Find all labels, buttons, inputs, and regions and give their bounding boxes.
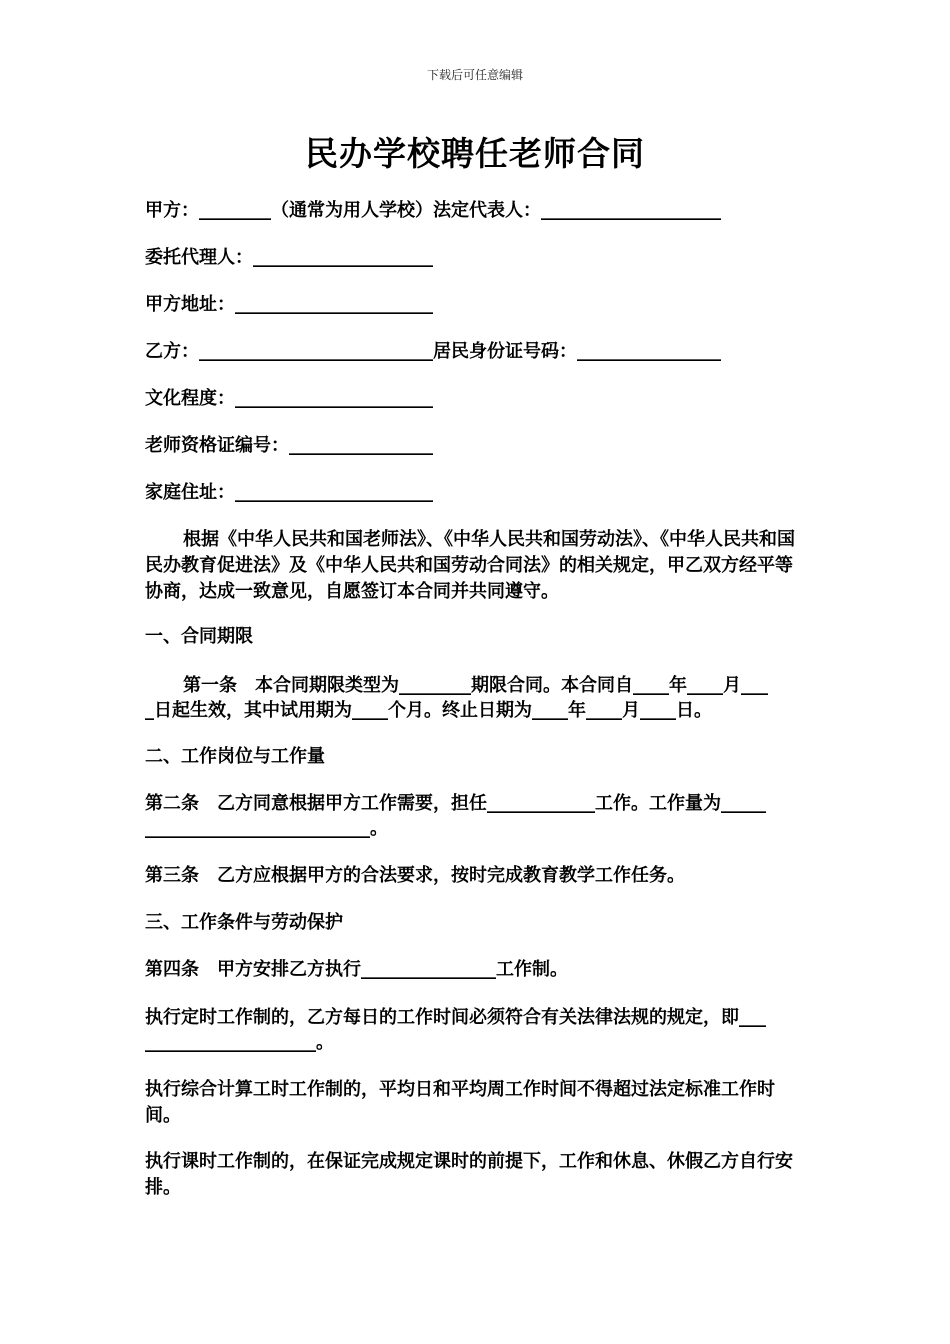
page-title: 民办学校聘任老师合同: [305, 134, 645, 173]
party-a-address-line: 甲方地址：______________________: [145, 294, 433, 315]
fixed-hours-line-2: ___________________。: [145, 1032, 334, 1053]
header-note: 下载后可任意编辑: [426, 68, 523, 82]
section-heading-position: 二、工作岗位与工作量: [145, 746, 325, 767]
article-1-line-1: 第一条 本合同期限类型为________期限合同。本合同自____年____月___: [183, 675, 768, 696]
article-2-line-2: _________________________。: [145, 818, 388, 839]
article-3: 第三条 乙方应根据甲方的合法要求，按时完成教育教学工作任务。: [145, 865, 685, 886]
teacher-cert-line: 老师资格证编号：________________: [145, 435, 433, 456]
education-line: 文化程度：______________________: [145, 388, 433, 409]
class-hours-paragraph: 执行课时工作制的，在保证完成规定课时的前提下，工作和休息、休假乙方自行安排。: [145, 1151, 793, 1198]
preamble-paragraph: 根据《中华人民共和国老师法》、《中华人民共和国劳动法》、《中华人民共和国民办教育促进法》及《中华人民共和国劳动合同法》的相关规定，甲乙双方经平等协商，达成一致意见，自愿签订本合同并共同遵守。: [145, 529, 795, 602]
article-2-line-1: 第二条 乙方同意根据甲方工作需要，担任____________工作。工作量为_____: [145, 793, 766, 814]
article-4: 第四条 甲方安排乙方执行_______________工作制。: [145, 959, 568, 980]
fixed-hours-line-1: 执行定时工作制的，乙方每日的工作时间必须符合有关法律法规的规定，即___: [145, 1007, 766, 1028]
comprehensive-hours-paragraph: 执行综合计算工时工作制的，平均日和平均周工作时间不得超过法定标准工作时间。: [145, 1079, 775, 1126]
section-heading-term: 一、合同期限: [145, 626, 253, 647]
agent-line: 委托代理人：____________________: [145, 247, 433, 268]
party-b-line: 乙方：__________________________居民身份证号码：________________: [145, 341, 721, 362]
section-heading-conditions: 三、工作条件与劳动保护: [145, 912, 343, 933]
article-1-line-2: _日起生效，其中试用期为____个月。终止日期为____年____月____日。: [145, 700, 712, 721]
home-address-line: 家庭住址：______________________: [145, 482, 433, 503]
party-a-line: 甲方：________（通常为用人学校）法定代表人：____________________: [145, 200, 721, 221]
